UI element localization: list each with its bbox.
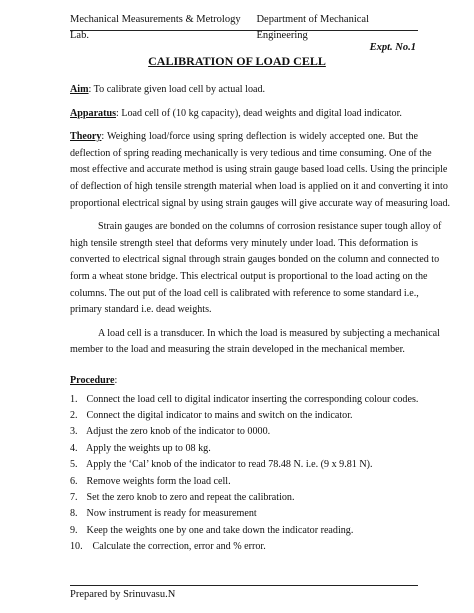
procedure-heading: Procedure: (70, 374, 118, 386)
procedure-step (70, 506, 418, 522)
experiment-number: Expt. No.1 (369, 42, 416, 53)
step-text: Apply the ‘Cal’ knob of the indicator to read 78.48 N. i.e. (9 x 9.81 N). (85, 459, 373, 471)
theory-line: proportional electrical signal by using strain gauges will give accurate way of measuring load. (70, 197, 451, 209)
step-text: Set the zero knob to zero and repeat the calibration. (86, 491, 295, 503)
step-number: 3. (70, 426, 78, 438)
step-text: Apply the weights up to 08 kg. (85, 442, 211, 454)
procedure-step (70, 441, 418, 457)
theory-line: Strain gauges are bonded on the columns of corrosion resistance super tough alloy of (98, 221, 442, 233)
theory-line: primary standard i.e. dead weights. (70, 304, 212, 316)
step-number: 1. (70, 393, 78, 405)
step-number: 8. (70, 508, 78, 520)
step-text: Connect the load cell to digital indicator inserting the corresponding colour codes. (86, 393, 419, 405)
step-text: Now instrument is ready for measurement (86, 508, 257, 520)
step-number: 4. (70, 442, 78, 454)
step-number: 2. (70, 409, 78, 421)
aim-line (70, 82, 418, 99)
theory-line: columns. The out put of the load cell is calibrated with reference to some standard i.e., (70, 287, 419, 299)
page-footer: Prepared by Srinuvasu.N (70, 585, 418, 600)
step-number: 6. (70, 475, 78, 487)
procedure-step (70, 474, 418, 490)
procedure-step (70, 490, 418, 506)
theory-paragraph-1 (70, 129, 451, 212)
theory-line: most effective and accurate method is using strain gauge based load cells. Using the principle (70, 164, 448, 176)
theory-line: member to the load and measuring the strain developed in the mechanical member. (70, 344, 405, 356)
aim-text: : To calibrate given load cell by actual load. (88, 84, 266, 95)
theory-line: Theory: Weighing load/force using spring deflection is widely accepted one. But the (70, 131, 418, 143)
procedure-step (70, 392, 418, 408)
procedure-step (70, 424, 418, 440)
theory-label: Theory (70, 131, 102, 143)
page-header (70, 12, 418, 41)
procedure-step (70, 523, 418, 539)
apparatus-text: : Load cell of (10 kg capacity), dead weights and digital load indicator. (116, 107, 402, 119)
procedure-label: Procedure (70, 374, 115, 386)
theory-line: form a wheat stone bridge. This electrical output is proportional to the load acting on the (70, 270, 428, 282)
step-number: 7. (70, 491, 78, 503)
header-department: Department of Mechanical Engineering (256, 14, 369, 41)
document-title: CALIBRATION OF LOAD CELL (148, 54, 326, 68)
step-text: Connect the digital indicator to mains and switch on the indicator. (86, 409, 353, 421)
theory-paragraph-2 (70, 219, 442, 319)
theory-line: deflection of spring reading mechanically is very tedious and time consuming. One of the (70, 147, 432, 159)
document-body (70, 82, 451, 556)
theory-line: of deflection of high tensile strength material when load is applied on it and converting it into (70, 180, 448, 192)
theory-line: A load cell is a transducer. In which the load is measured by subjecting a mechanical (98, 327, 440, 339)
step-text: Adjust the zero knob of the indicator to 0000. (85, 426, 271, 438)
header-lab-name: Mechanical Measurements & Metrology Lab. (70, 14, 241, 41)
theory-line: converted to electrical signal through strain gauges bonded on the column and connected to (70, 254, 440, 266)
theory-paragraph-3 (70, 326, 440, 359)
procedure-steps (70, 392, 418, 556)
aim-label: Aim (70, 84, 89, 95)
procedure-step (70, 539, 418, 555)
step-text: Remove weights form the load cell. (86, 475, 231, 487)
step-text: Calculate the correction, error and % error. (92, 541, 266, 553)
step-number: 10. (70, 541, 83, 553)
step-text: Keep the weights one by one and take down the indicator reading. (86, 524, 354, 536)
step-number: 9. (70, 524, 78, 536)
apparatus-line (70, 106, 418, 123)
procedure-step (70, 457, 418, 473)
procedure-step (70, 408, 418, 424)
step-number: 5. (70, 459, 78, 471)
apparatus-label: Apparatus (70, 107, 116, 119)
theory-line: high tensile strength steel that deforms very minutely under load. This deformation is (70, 237, 418, 249)
